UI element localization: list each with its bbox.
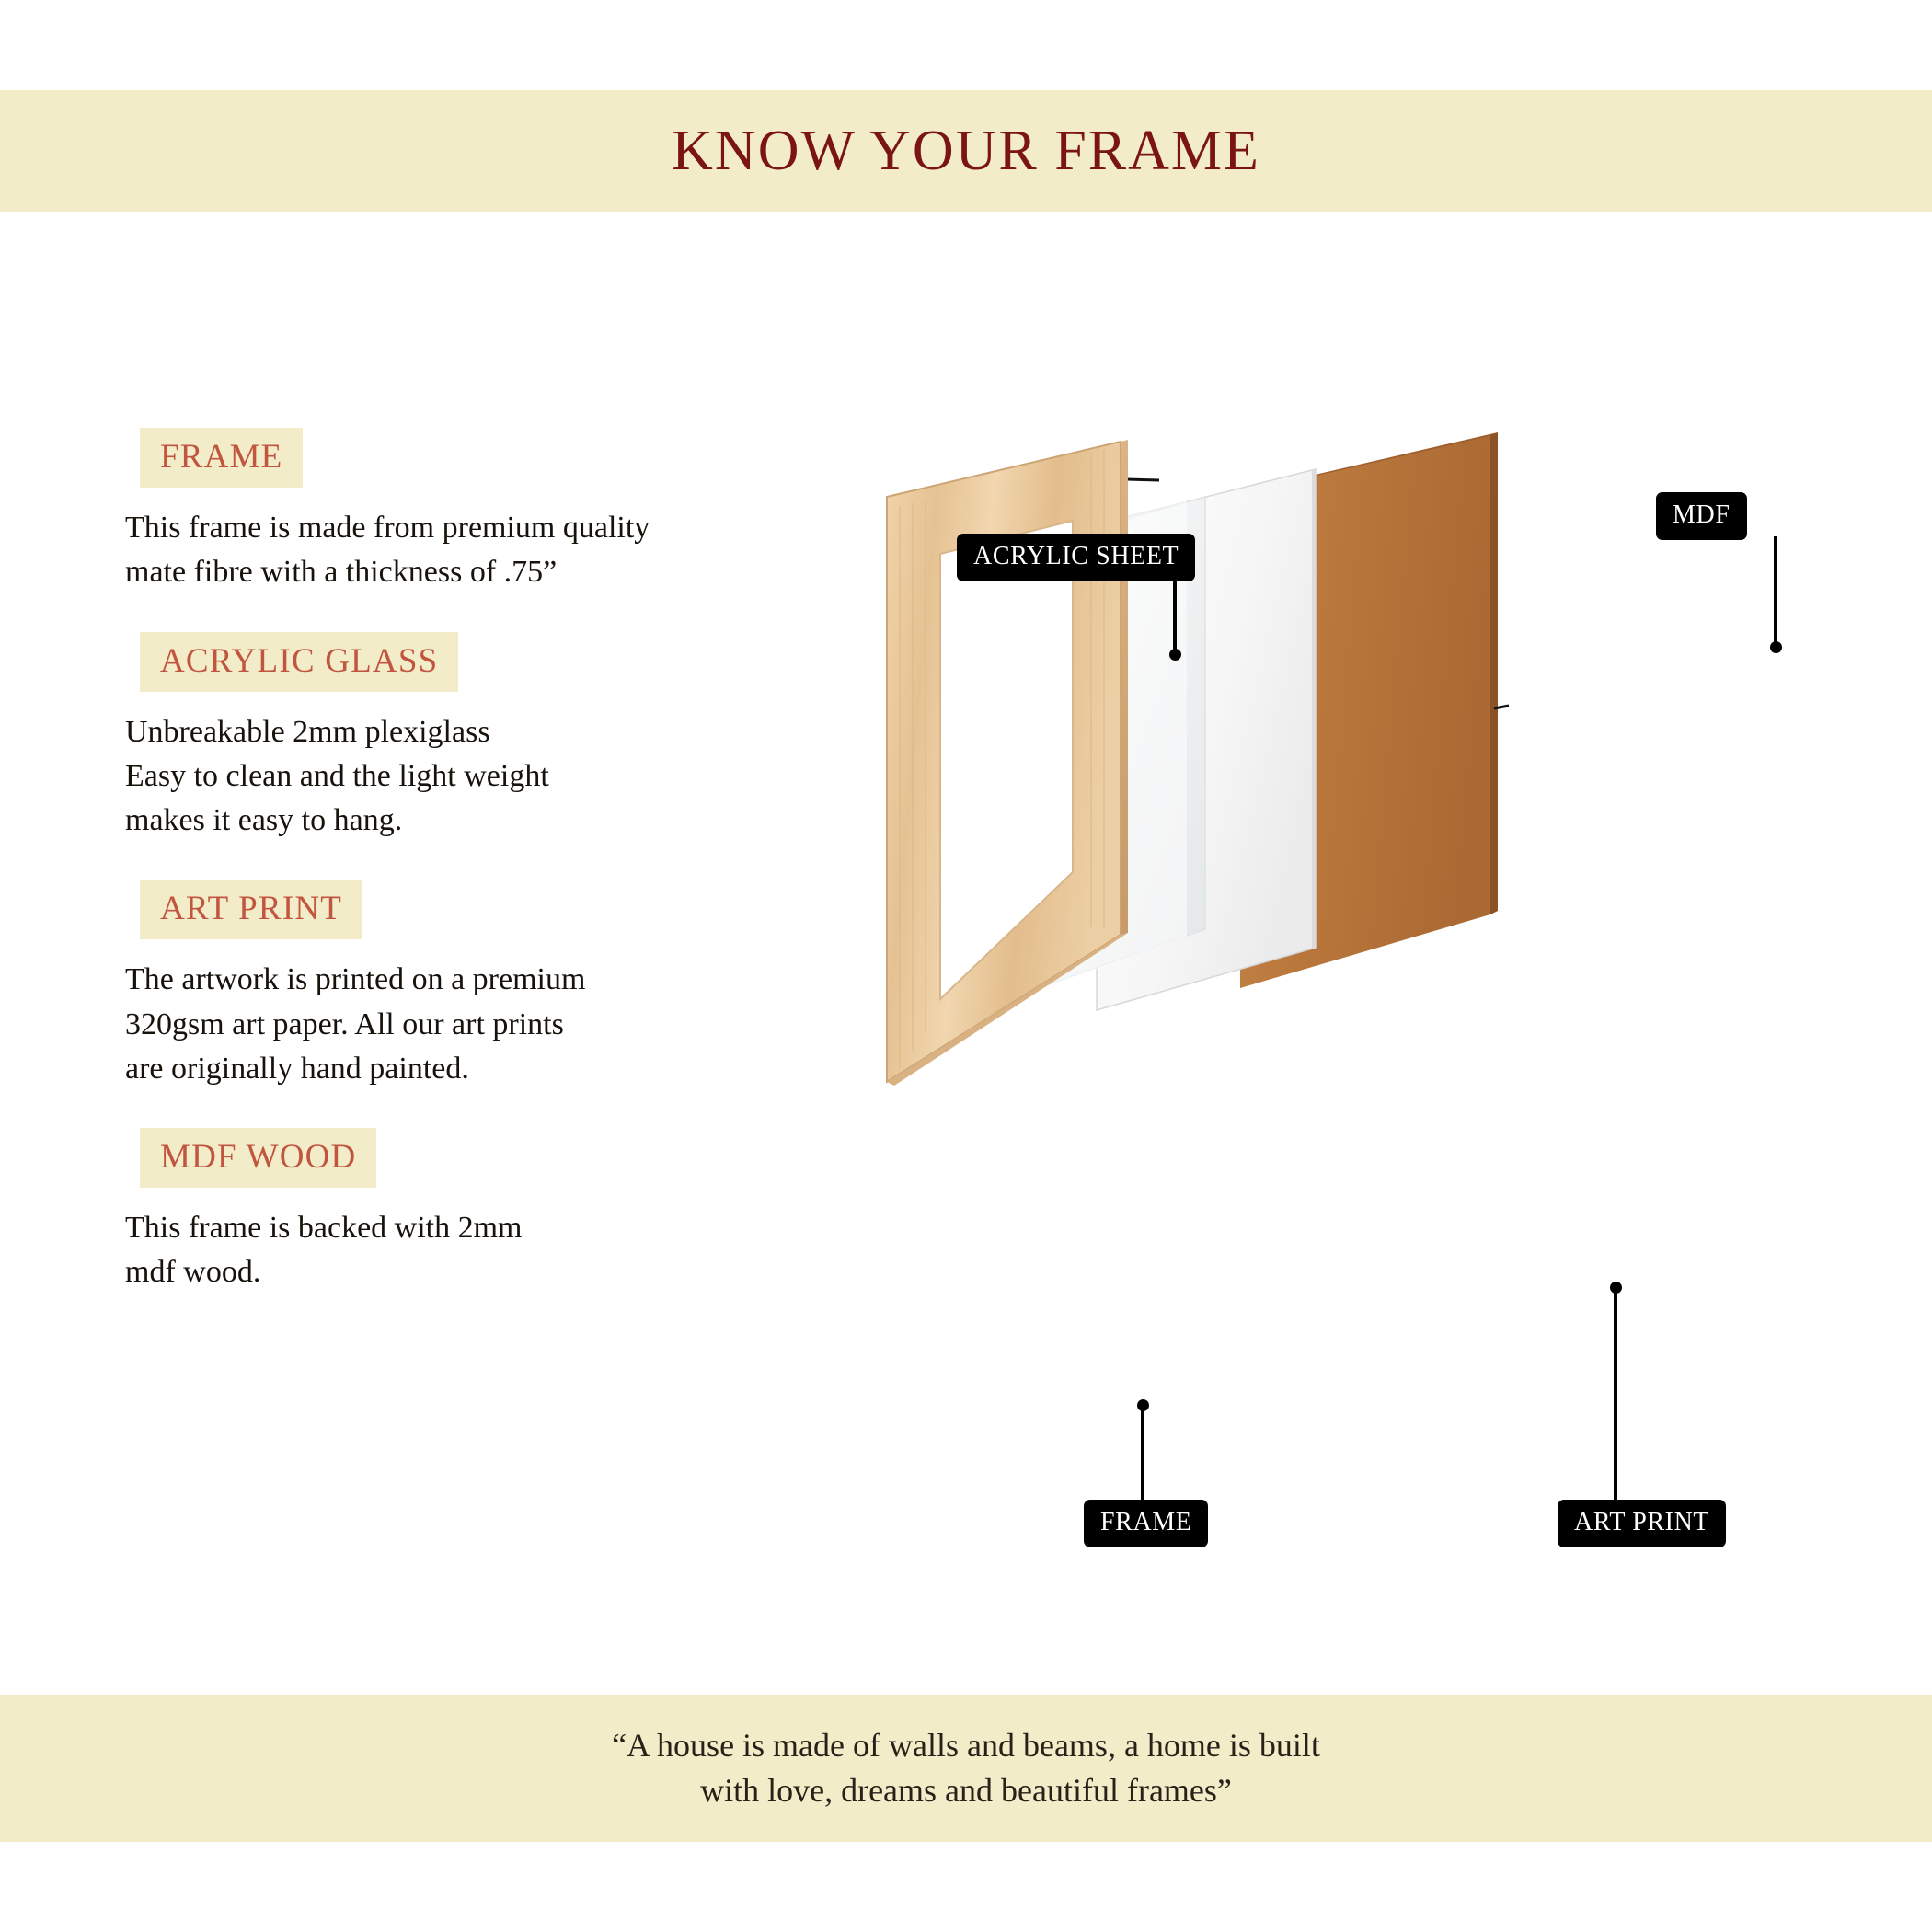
- section-body-mdf-wood: [125, 1206, 889, 1295]
- text-line: makes it easy to hang.: [125, 803, 403, 838]
- text-line: mdf wood.: [125, 1255, 261, 1290]
- text-line: Easy to clean and the light weight: [125, 758, 549, 793]
- footer-quote-line-1: “A house is made of walls and beams, a home is built: [612, 1727, 1320, 1765]
- section-mdf-wood: [125, 1128, 889, 1295]
- leader-mdf: [1774, 536, 1777, 647]
- leader-dot-mdf: [1770, 641, 1782, 653]
- footer-band: [0, 1695, 1932, 1842]
- section-art-print: [125, 880, 889, 1091]
- text-line: are originally hand painted.: [125, 1051, 469, 1086]
- text-line: The artwork is printed on a premium: [125, 962, 586, 997]
- description-column: [125, 428, 889, 1332]
- text-line: 320gsm art paper. All our art prints: [125, 1006, 564, 1041]
- section-acrylic-glass: [125, 632, 889, 844]
- leader-frame: [1141, 1406, 1144, 1503]
- section-label-art-print: ART PRINT: [140, 880, 362, 939]
- header-band: [0, 90, 1932, 212]
- text-line: mate fibre with a thickness of .75”: [125, 555, 558, 590]
- callout-mdf: MDF: [1656, 492, 1747, 540]
- page-title: KNOW YOUR FRAME: [672, 119, 1260, 182]
- text-line: This frame is made from premium quality: [125, 511, 650, 545]
- exploded-frame-diagram: [883, 432, 1858, 1564]
- section-label-mdf-wood: MDF WOOD: [140, 1128, 376, 1188]
- section-frame: [125, 428, 889, 595]
- section-body-frame: [125, 506, 889, 595]
- section-body-art-print: [125, 958, 889, 1091]
- leader-dot-frame: [1137, 1399, 1149, 1411]
- callout-acrylic-sheet: ACRYLIC SHEET: [957, 534, 1195, 581]
- text-line: Unbreakable 2mm plexiglass: [125, 714, 490, 749]
- leader-acrylic-sheet: [1173, 578, 1177, 655]
- section-label-acrylic-glass: ACRYLIC GLASS: [140, 632, 458, 692]
- section-label-frame: FRAME: [140, 428, 303, 488]
- text-line: This frame is backed with 2mm: [125, 1211, 523, 1246]
- callout-art-print: ART PRINT: [1558, 1500, 1726, 1547]
- callout-frame: FRAME: [1084, 1500, 1208, 1547]
- leader-dot-art-print: [1610, 1282, 1622, 1294]
- leader-art-print: [1614, 1288, 1617, 1503]
- footer-quote-line-2: with love, dreams and beautiful frames”: [700, 1772, 1232, 1809]
- section-body-acrylic-glass: [125, 710, 889, 844]
- leader-dot-acrylic-sheet: [1169, 649, 1181, 661]
